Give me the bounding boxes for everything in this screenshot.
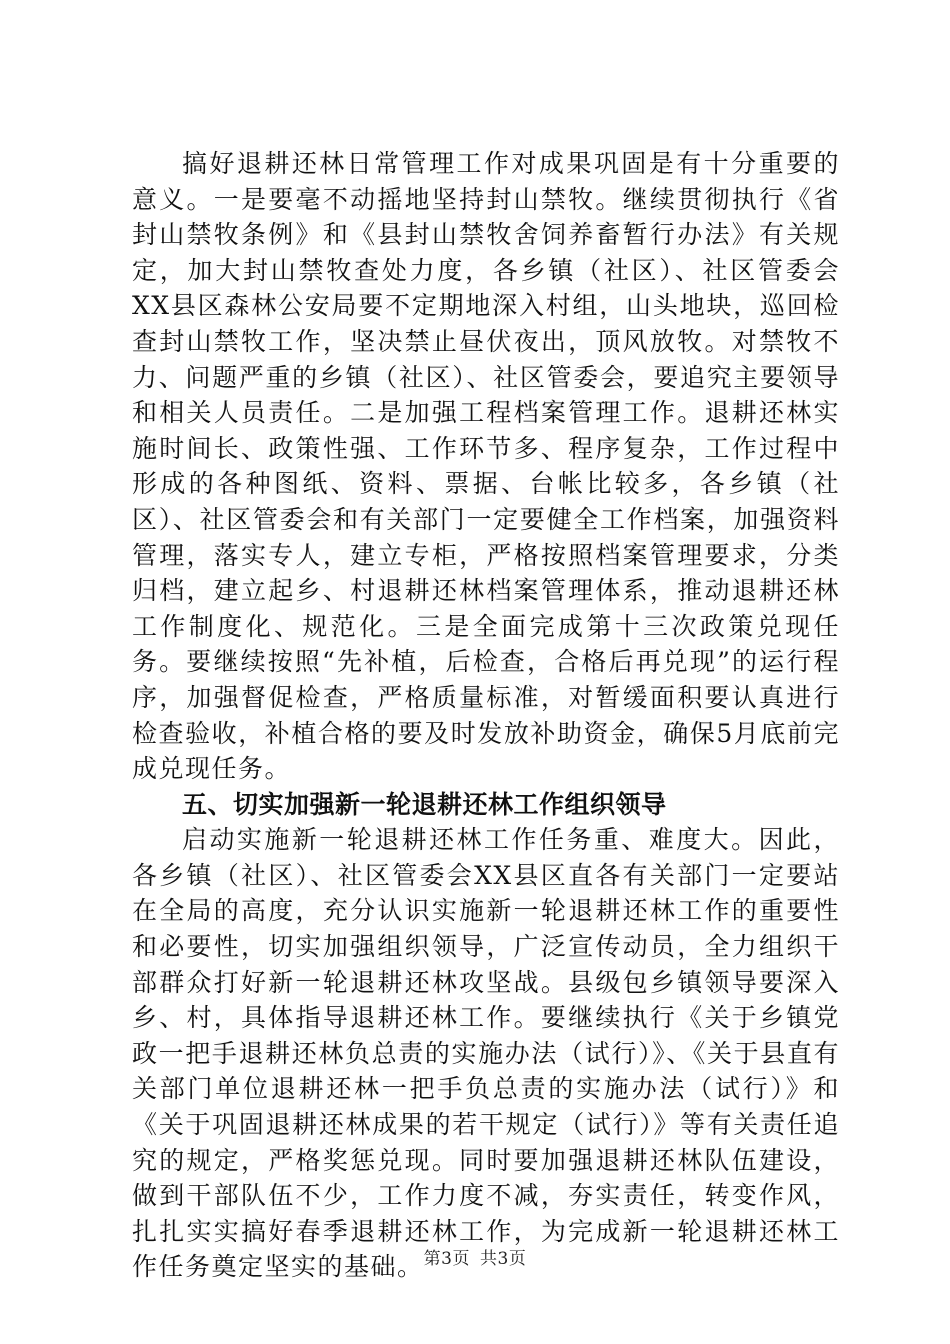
body-paragraph: 启动实施新一轮退耕还林工作任务重、难度大。因此，各乡镇（社区）、社区管委会XX县区直各有关部门一定要站在全局的高度，充分认识实施新一轮退耕还林工作的重要性和必要性，切实加强组织领导，广泛宣传动员，全力组织干部群众打好新一轮退耕还林攻坚战。县级包乡镇领导要深入乡、村，具体指导退耕还林工作。要继续执行《关于乡镇党政一把手退耕还林负总责的实施办法（试行）》、《关于县直有关部门单位退耕还林一把手负总责的实施办法（试行）》和《关于巩固退耕还林成果的若干规定（试行）》等有关责任追究的规定，严格奖惩兑现。同时要加强退耕还林队伍建设，做到干部队伍不少，工作力度不减，夯实责任，转变作风，扎扎实实搞好春季退耕还林工作，为完成新一轮退耕还林工作任务奠定坚实的基础。 xyxy=(132,825,840,1282)
page-total: 共3页 xyxy=(480,1249,527,1269)
body-paragraph: 搞好退耕还林日常管理工作对成果巩固是有十分重要的意义。一是要毫不动摇地坚持封山禁牧。继续贯彻执行《省封山禁牧条例》和《县封山禁牧舍饲养畜暂行办法》有关规定，加大封山禁牧查处力度，各乡镇（社区）、社区管委会XX县区森林公安局要不定期地深入村组，山头地块，巡回检查封山禁牧工作，坚决禁止昼伏夜出，顶风放牧。对禁牧不力、问题严重的乡镇（社区）、社区管委会，要追究主要领导和相关人员责任。二是加强工程档案管理工作。退耕还林实施时间长、政策性强、工作环节多、程序复杂，工作过程中形成的各种图纸、资料、票据、台帐比较多，各乡镇（社区）、社区管委会和有关部门一定要健全工作档案，加强资料管理，落实专人，建立专柜，严格按照档案管理要求，分类归档，建立起乡、村退耕还林档案管理体系，推动退耕还林工作制度化、规范化。三是全面完成第十三次政策兑现任务。要继续按照“先补植，后检查，合格后再兑现”的运行程序，加强督促检查，严格质量标准，对暂缓面积要认真进行检查验收，补植合格的要及时发放补助资金，确保5月底前完成兑现任务。 xyxy=(132,149,840,784)
section-heading: 五、切实加强新一轮退耕还林工作组织领导 xyxy=(182,789,667,819)
page-footer xyxy=(0,1244,950,1269)
document-body xyxy=(132,146,840,1285)
page-number: 第3页 xyxy=(423,1249,470,1269)
